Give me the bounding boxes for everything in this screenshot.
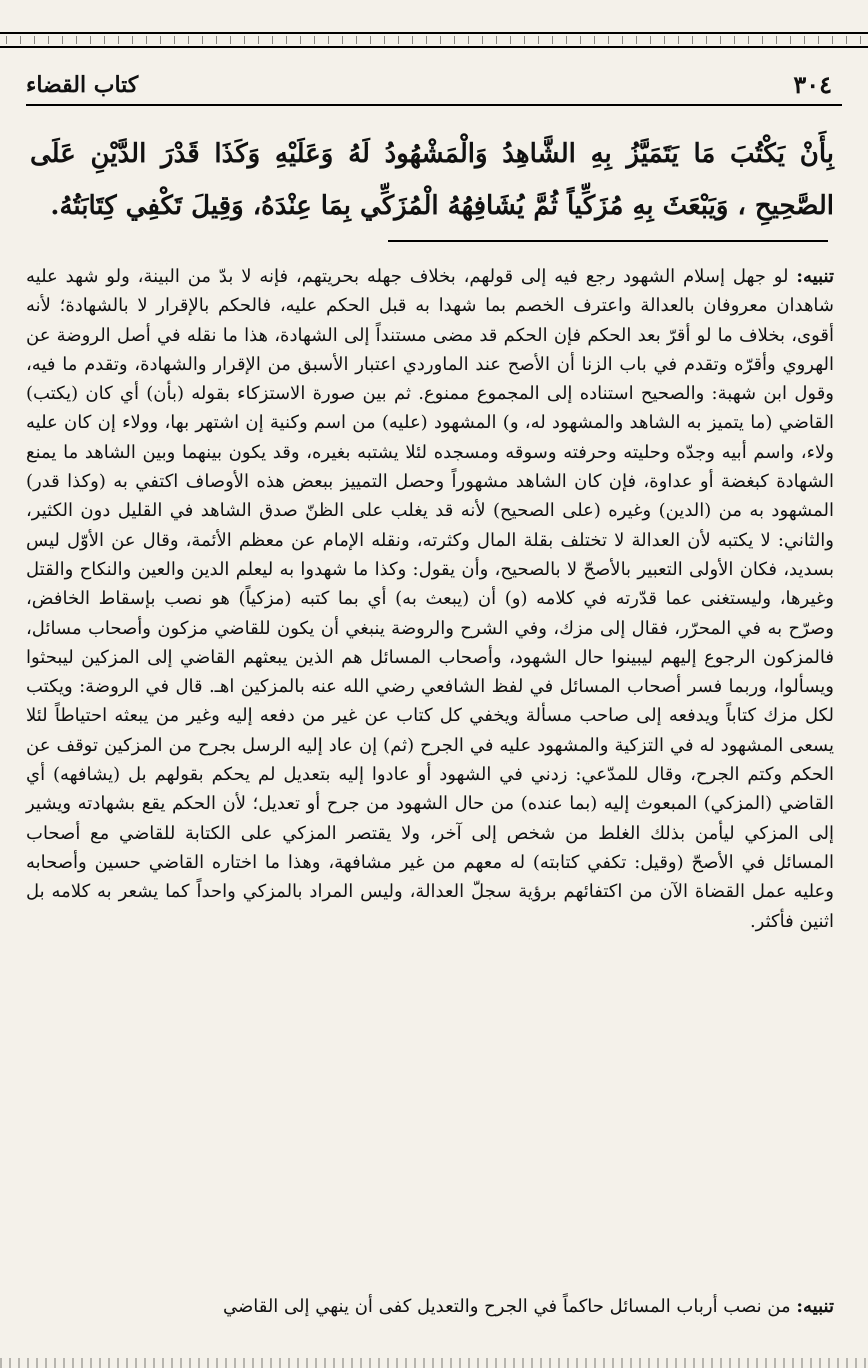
- closing-note-lead: تنبيه:: [796, 1296, 834, 1317]
- main-text-block: [30, 128, 834, 232]
- commentary-block: [26, 262, 834, 936]
- top-ornament-border: [0, 30, 868, 50]
- closing-note-text: من نصب أرباب المسائل حاكماً في الجرح والتعديل كفى أن ينهي إلى القاضي: [222, 1296, 791, 1317]
- page-number: ٣٠٤: [793, 70, 832, 99]
- separator-rule: [388, 240, 828, 242]
- main-text: بِأَنْ يَكْتُبَ مَا يَتَمَيَّزُ بِهِ الشَّاهِدُ وَالْمَشْهُودُ لَهُ وَعَلَيْهِ وَكَذَا قَدْرَ الدَّيْنِ عَلَى الصَّحِيحِ ، وَيَبْعَثَ بِهِ مُزَكِّياً ثُمَّ يُشَافِهُهُ الْمُزَكِّي بِمَا عِنْدَهُ، وَقِيلَ تَكْفِي كِتَابَتُهُ.: [30, 139, 834, 221]
- commentary-lead: تنبيه:: [796, 266, 834, 287]
- running-title: كتاب القضاء: [26, 72, 139, 98]
- closing-note: [26, 1292, 834, 1322]
- commentary-text: لو جهل إسلام الشهود رجع فيه إلى قولهم، بخلاف جهله بحريتهم، فإنه لا بدّ من البينة، ولو شهد عليه شاهدان معروفان بالعدالة واعترف الخصم بما شهدا به قبل الحكم عليه، فالحكم بالإقرار لا بالشهادة؛ لأنه أقوى، بخلاف ما لو أقرّ بعد الحكم فإن الحكم قد مضى مستنداً إلى الشهادة، هذا ما نقله في أصل الروضة عن الهروي وأقرّه وتقدم في باب الزنا أن الأصح عند الماوردي اعتبار الأسبق من الإقرار والشهادة، وتقدم ما فيه، وقول ابن شهبة: والصحيح استناده إلى المجموع ممنوع. ثم بين صورة الاستزكاء بقوله (بأن) أي كان (يكتب) القاضي (ما يتميز به الشاهد والمشهود له، و) المشهود (عليه) من اسم وكنية إن اشتهر بها، وولاء إن كان عليه ولاء، واسم أبيه وجدّه وحليته وحرفته وسوقه ومسجده لئلا يشتبه بغيره، وقد يكون بينهما وبين الشاهد ما يمنع الشهادة كبغضة أو عداوة، فإن كان الشاهد مشهوراً وحصل التمييز ببعض هذه الأوصاف اكتفي به (وكذا قدر) المشهود به من (الدين) وغيره (على الصحيح) لأنه قد يغلب على الظنّ صدق الشاهد في القليل دون الكثير، والثاني: لا يكتبه لأن العدالة لا تختلف بقلة المال وكثرته، ونقله الإمام عن معظم الأئمة، وقال عن الأوّل ليس بسديد، فكان الأولى التعبير بالأصحّ لا بالصحيح، وأن يقول: وكذا ما شهدوا به ليعلم الدين والعين والنكاح والقتل وغيرها، وليستغنى عما قدّرته في كلامه (و) أن (يبعث به) أي بما كتبه (مزكياً) هو نصب بإسقاط الخافض، وصرّح به في المحرّر، فقال إلى مزك، وفي الشرح والروضة ينبغي أن يكون للقاضي مزكون وأصحاب مسائل، فالمزكون الرجوع إليهم ليبينوا حال الشهود، وأصحاب المسائل هم الذين يبعثهم القاضي إلى المزكين ليبحثوا ويسألوا، وربما فسر أصحاب المسائل في لفظ الشافعي رضي الله عنه بالمزكين اهـ. قال في الروضة: ويكتب لكل مزك كتاباً ويدفعه إلى صاحب مسألة ويخفي كل كتاب عن غير من دفعه إليه وغير من يبعثه احتياطاً لئلا يسعى المشهود له في التزكية والمشهود عليه في الجرح (ثم) إن عاد إليه الرسل بجرح من المزكين توقف عن الحكم وكتم الجرح، وقال للمدّعي: زدني في الشهود أو عادوا إليه بتعديل لم يحكم بقولهم بل (يشافهه) أي القاضي (المزكي) المبعوث إليه (بما عنده) من حال الشهود من جرح أو تعديل؛ لأن الحكم يقع بشهادته ويشير إلى المزكي ليأمن بذلك الغلط من شخص إلى آخر، ولا يقتصر المزكي على الكتابة للقاضي مع أصحاب المسائل في الأصحّ (وقيل: تكفي كتابته) له معهم من غير مشافهة، وهذا ما اختاره القاضي حسين وأصحابه وعليه عمل القضاة الآن من اكتفائهم برؤية سجلّ العدالة، وليس المراد بالمزكي واحداً كما يشعر به كلامه بل اثنين فأكثر.: [26, 266, 834, 932]
- bottom-ornament-border: [0, 1358, 868, 1368]
- commentary-paragraph: [26, 262, 834, 936]
- page-header: [26, 70, 842, 106]
